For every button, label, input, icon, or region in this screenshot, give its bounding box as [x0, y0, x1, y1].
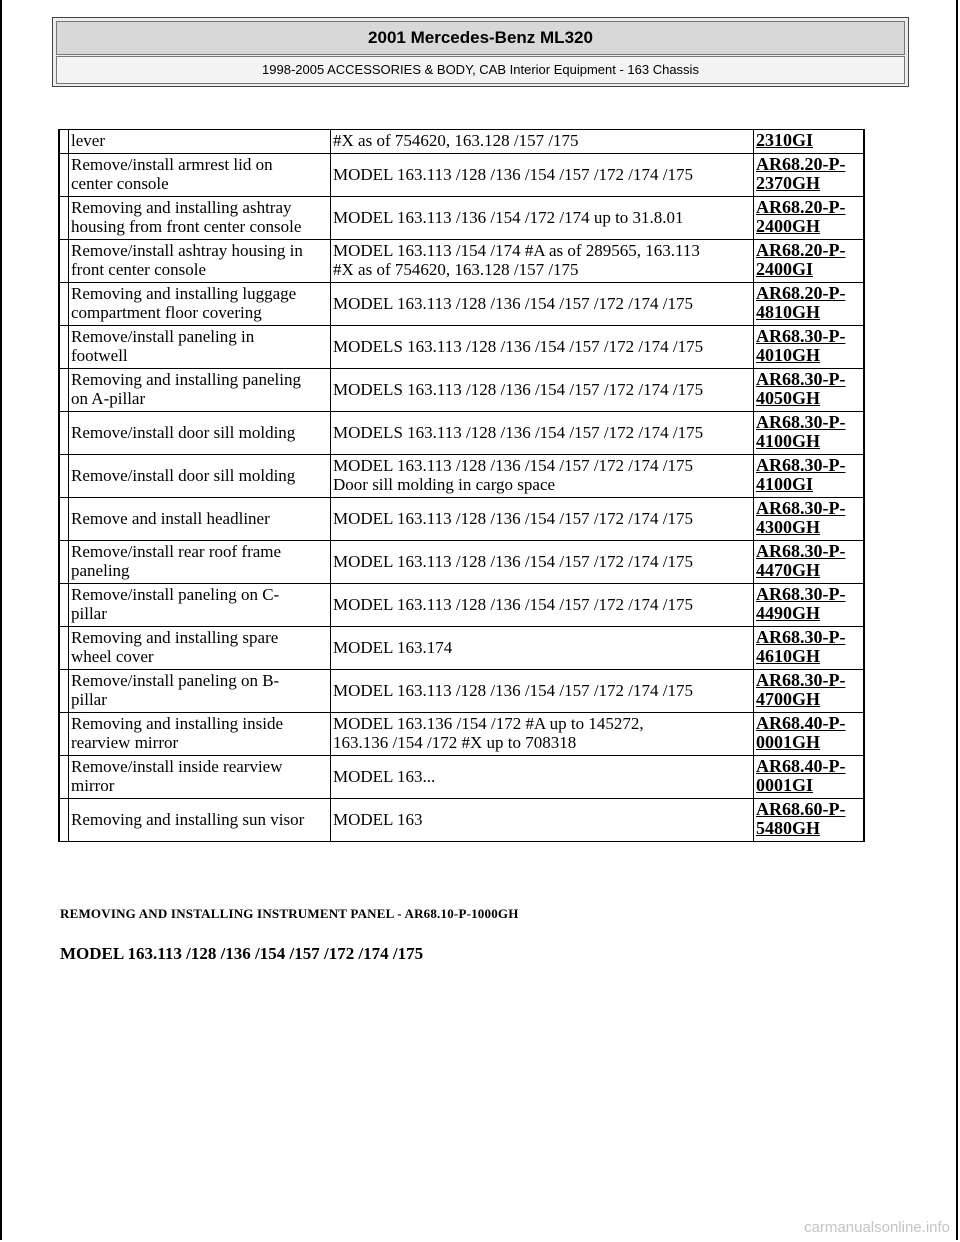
job-cell: Remove/install paneling on B- pillar — [69, 670, 331, 713]
document-cell — [754, 154, 865, 197]
model-cell: #X as of 754620, 163.128 /157 /175 — [331, 130, 754, 154]
model-cell: MODELS 163.113 /128 /136 /154 /157 /172 /174 /175 — [331, 326, 754, 369]
job-cell: Remove/install door sill molding — [69, 455, 331, 498]
model-cell: MODEL 163.136 /154 /172 #A up to 145272, 163.136 /154 /172 #X up to 708318 — [331, 713, 754, 756]
table-row — [59, 713, 864, 756]
table-row — [59, 584, 864, 627]
document-link[interactable]: AR68.20-P- 2370GH — [756, 154, 846, 193]
page-header — [52, 17, 909, 87]
job-cell: Removing and installing sun visor — [69, 799, 331, 842]
document-cell — [754, 326, 865, 369]
document-link[interactable]: AR68.40-P- 0001GI — [756, 756, 846, 795]
table-row — [59, 756, 864, 799]
document-cell — [754, 541, 865, 584]
document-link[interactable]: AR68.30-P- 4010GH — [756, 326, 846, 365]
document-link[interactable]: AR68.20-P- 4810GH — [756, 283, 846, 322]
row-spacer — [59, 498, 69, 541]
row-spacer — [59, 799, 69, 842]
job-cell: Removing and installing paneling on A-pillar — [69, 369, 331, 412]
document-cell — [754, 240, 865, 283]
document-cell — [754, 283, 865, 326]
row-spacer — [59, 240, 69, 283]
table-row — [59, 541, 864, 584]
model-cell: MODEL 163.113 /154 /174 #A as of 289565, 163.113 #X as of 754620, 163.128 /157 /175 — [331, 240, 754, 283]
document-link[interactable]: AR68.30-P- 4100GI — [756, 455, 846, 494]
document-link[interactable]: AR68.30-P- 4100GH — [756, 412, 846, 451]
row-spacer — [59, 326, 69, 369]
procedure-table — [58, 129, 865, 842]
model-cell: MODEL 163... — [331, 756, 754, 799]
job-cell: Remove/install paneling on C- pillar — [69, 584, 331, 627]
row-spacer — [59, 154, 69, 197]
table-row — [59, 240, 864, 283]
row-spacer — [59, 412, 69, 455]
table-row — [59, 498, 864, 541]
model-cell: MODEL 163.113 /128 /136 /154 /157 /172 /174 /175 Door sill molding in cargo space — [331, 455, 754, 498]
job-cell: lever — [69, 130, 331, 154]
document-cell — [754, 756, 865, 799]
document-subtitle: 1998-2005 ACCESSORIES & BODY, CAB Interior Equipment - 163 Chassis — [56, 56, 905, 84]
table-row — [59, 369, 864, 412]
job-cell: Removing and installing inside rearview mirror — [69, 713, 331, 756]
document-cell — [754, 412, 865, 455]
job-cell: Remove/install door sill molding — [69, 412, 331, 455]
document-link[interactable]: AR68.30-P- 4470GH — [756, 541, 846, 580]
document-cell — [754, 670, 865, 713]
table-row — [59, 283, 864, 326]
watermark: carmanualsonline.info — [804, 1219, 950, 1236]
job-cell: Remove/install rear roof frame paneling — [69, 541, 331, 584]
job-cell: Remove/install paneling in footwell — [69, 326, 331, 369]
document-cell — [754, 455, 865, 498]
job-cell: Remove/install ashtray housing in front center console — [69, 240, 331, 283]
table-row — [59, 412, 864, 455]
document-cell — [754, 498, 865, 541]
model-cell: MODEL 163.113 /128 /136 /154 /157 /172 /174 /175 — [331, 541, 754, 584]
row-spacer — [59, 283, 69, 326]
model-cell: MODEL 163 — [331, 799, 754, 842]
document-cell — [754, 713, 865, 756]
row-spacer — [59, 584, 69, 627]
job-cell: Removing and installing luggage compartment floor covering — [69, 283, 331, 326]
document-title: 2001 Mercedes-Benz ML320 — [56, 21, 905, 55]
table-row — [59, 326, 864, 369]
table-row — [59, 799, 864, 842]
table-row — [59, 670, 864, 713]
row-spacer — [59, 670, 69, 713]
row-spacer — [59, 756, 69, 799]
model-cell: MODELS 163.113 /128 /136 /154 /157 /172 /174 /175 — [331, 369, 754, 412]
model-heading: MODEL 163.113 /128 /136 /154 /157 /172 /174 /175 — [60, 944, 424, 963]
table-row — [59, 154, 864, 197]
job-cell: Remove/install inside rearview mirror — [69, 756, 331, 799]
document-link[interactable]: 2310GI — [756, 130, 814, 150]
document-cell — [754, 369, 865, 412]
document-link[interactable]: AR68.40-P- 0001GH — [756, 713, 846, 752]
row-spacer — [59, 713, 69, 756]
row-spacer — [59, 455, 69, 498]
model-cell: MODEL 163.174 — [331, 627, 754, 670]
model-cell: MODELS 163.113 /128 /136 /154 /157 /172 /174 /175 — [331, 412, 754, 455]
document-cell — [754, 799, 865, 842]
document-cell — [754, 197, 865, 240]
document-link[interactable]: AR68.20-P- 2400GI — [756, 240, 846, 279]
section-heading: REMOVING AND INSTALLING INSTRUMENT PANEL - AR68.10-P-1000GH — [60, 906, 519, 921]
row-spacer — [59, 197, 69, 240]
job-cell: Remove and install headliner — [69, 498, 331, 541]
job-cell: Remove/install armrest lid on center console — [69, 154, 331, 197]
table-row — [59, 455, 864, 498]
document-link[interactable]: AR68.30-P- 4490GH — [756, 584, 846, 623]
row-spacer — [59, 130, 69, 154]
document-cell — [754, 130, 865, 154]
table-row — [59, 130, 864, 154]
document-link[interactable]: AR68.30-P- 4610GH — [756, 627, 846, 666]
document-cell — [754, 584, 865, 627]
row-spacer — [59, 541, 69, 584]
document-cell — [754, 627, 865, 670]
job-cell: Removing and installing spare wheel cover — [69, 627, 331, 670]
model-cell: MODEL 163.113 /128 /136 /154 /157 /172 /174 /175 — [331, 670, 754, 713]
model-cell: MODEL 163.113 /128 /136 /154 /157 /172 /174 /175 — [331, 498, 754, 541]
model-cell: MODEL 163.113 /128 /136 /154 /157 /172 /174 /175 — [331, 283, 754, 326]
model-cell: MODEL 163.113 /128 /136 /154 /157 /172 /174 /175 — [331, 584, 754, 627]
job-cell: Removing and installing ashtray housing from front center console — [69, 197, 331, 240]
model-cell: MODEL 163.113 /136 /154 /172 /174 up to 31.8.01 — [331, 197, 754, 240]
table-row — [59, 197, 864, 240]
table-row — [59, 627, 864, 670]
document-link[interactable]: AR68.20-P- 2400GH — [756, 197, 846, 236]
document-link[interactable]: AR68.30-P- 4050GH — [756, 369, 846, 408]
document-link[interactable]: AR68.30-P- 4700GH — [756, 670, 846, 709]
row-spacer — [59, 369, 69, 412]
document-link[interactable]: AR68.30-P- 4300GH — [756, 498, 846, 537]
model-cell: MODEL 163.113 /128 /136 /154 /157 /172 /174 /175 — [331, 154, 754, 197]
row-spacer — [59, 627, 69, 670]
document-link[interactable]: AR68.60-P- 5480GH — [756, 799, 846, 838]
